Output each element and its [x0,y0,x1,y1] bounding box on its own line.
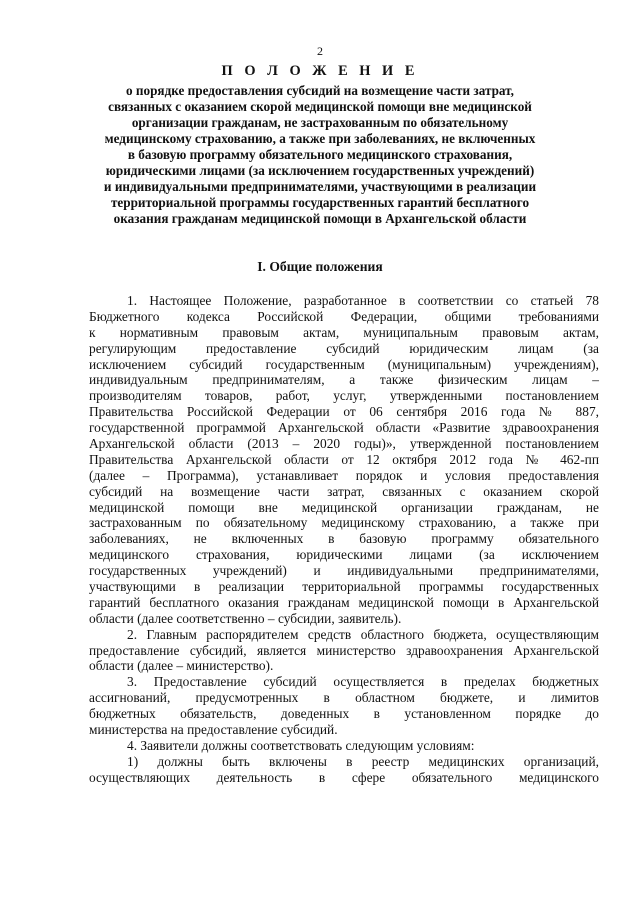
subtitle-line: оказания гражданам медицинской помощи в Архангельской области [113,211,527,226]
paragraph-line: к нормативным правовым актам, муниципальным правовым актам, [89,324,599,340]
paragraph [89,293,599,627]
paragraph-line: области (далее – министерство). [89,658,274,674]
paragraph-line: бюджетных обязательств, доведенных в установленном порядке до [89,706,599,722]
paragraph-line: 1. Настоящее Положение, разработанное в соответствии со статьей 78 [127,293,599,308]
paragraph [89,738,599,754]
paragraph-line: государственных учреждений) и индивидуальными предпринимателями, [89,563,599,579]
paragraph [89,674,599,738]
paragraph-line: Бюджетного кодекса Российской Федерации, общими требованиями [89,308,599,324]
paragraph-line: исключением субсидий государственным (муниципальным) учреждениям), [89,356,599,372]
subtitle-line: и индивидуальными предпринимателями, участвующими в реализации [103,179,537,194]
paragraph-line: застрахованным по обязательному медицинскому страхованию, а также при [89,515,599,531]
paragraph-line: предоставление субсидий, является министерство здравоохранения Архангельской [89,642,599,658]
document-title: П О Л О Ж Е Н И Е [221,63,419,79]
paragraph-line: (далее – Программа), устанавливает порядок и условия предоставления [89,467,599,483]
paragraph-line: государственной программой Архангельской области «Развитие здравоохранения [89,420,599,436]
paragraph-line: регулирующим предоставление субсидий юридическим лицам (за [89,340,599,356]
paragraph-line: 1) должны быть включены в реестр медицинских организаций, [127,753,599,769]
paragraph-line: заболеваниях, не включенных в базовую программу обязательного [89,531,599,547]
paragraph [89,627,599,675]
paragraph-line: 2. Главным распорядителем средств областного бюджета, осуществляющим [127,626,599,642]
subtitle-line: юридическими лицами (за исключением государственных учреждений) [105,163,535,178]
paragraph-line: Архангельской области (2013 – 2020 годы)», утвержденной постановлением [89,436,599,452]
paragraph-line: 3. Предоставление субсидий осуществляется в пределах бюджетных [127,674,599,690]
document-body [89,293,599,786]
paragraph-line: области (далее соответственно – субсидии, заявитель). [89,610,402,626]
paragraph-line: осуществляющих деятельность в сфере обязательного медицинского [89,769,599,785]
paragraph-line: медицинской помощи вне медицинской организации гражданам, не [89,499,599,515]
page-number: 2 [317,44,323,58]
subtitle-line: о порядке предоставления субсидий на возмещение части затрат, [126,83,514,98]
subtitle-line: связанных с оказанием скорой медицинской помощи вне медицинской [108,99,532,114]
paragraph-line: ассигнований, предусмотренных в областном бюджете, и лимитов [89,690,599,706]
paragraph-line: субсидий на возмещение части затрат, связанных с оказанием скорой [89,483,599,499]
paragraph-line: медицинского страхования, юридическими лицами (за исключением [89,547,599,563]
paragraph [89,754,599,786]
paragraph-line: гарантий бесплатного оказания гражданам медицинской помощи в Архангельской [89,594,599,610]
paragraph-line: Правительства Российской Федерации от 06 сентября 2016 года № 887, [89,404,599,420]
subtitle-line: медицинскому страхованию, а также при заболеваниях, не включенных [104,131,536,146]
paragraph-line: 4. Заявители должны соответствовать следующим условиям: [127,737,475,753]
section-heading: I. Общие положения [257,259,383,274]
subtitle-line: в базовую программу обязательного медицинского страхования, [127,147,513,162]
paragraph-line: участвующими в реализации территориальной программы государственных [89,579,599,595]
paragraph-line: производителям товаров, работ, услуг, утвержденными постановлением [89,388,599,404]
paragraph-line: Правительства Архангельской области от 12 октября 2012 года № 462-пп [89,451,599,467]
paragraph-line: индивидуальным предпринимателям, а также физическим лицам – [89,372,599,388]
subtitle-line: территориальной программы государственных гарантий бесплатного [110,195,530,210]
document-subtitle [88,83,552,227]
subtitle-line: организации гражданам, не застрахованным по обязательному [131,115,509,130]
paragraph-line: министерства на предоставление субсидий. [89,722,338,738]
